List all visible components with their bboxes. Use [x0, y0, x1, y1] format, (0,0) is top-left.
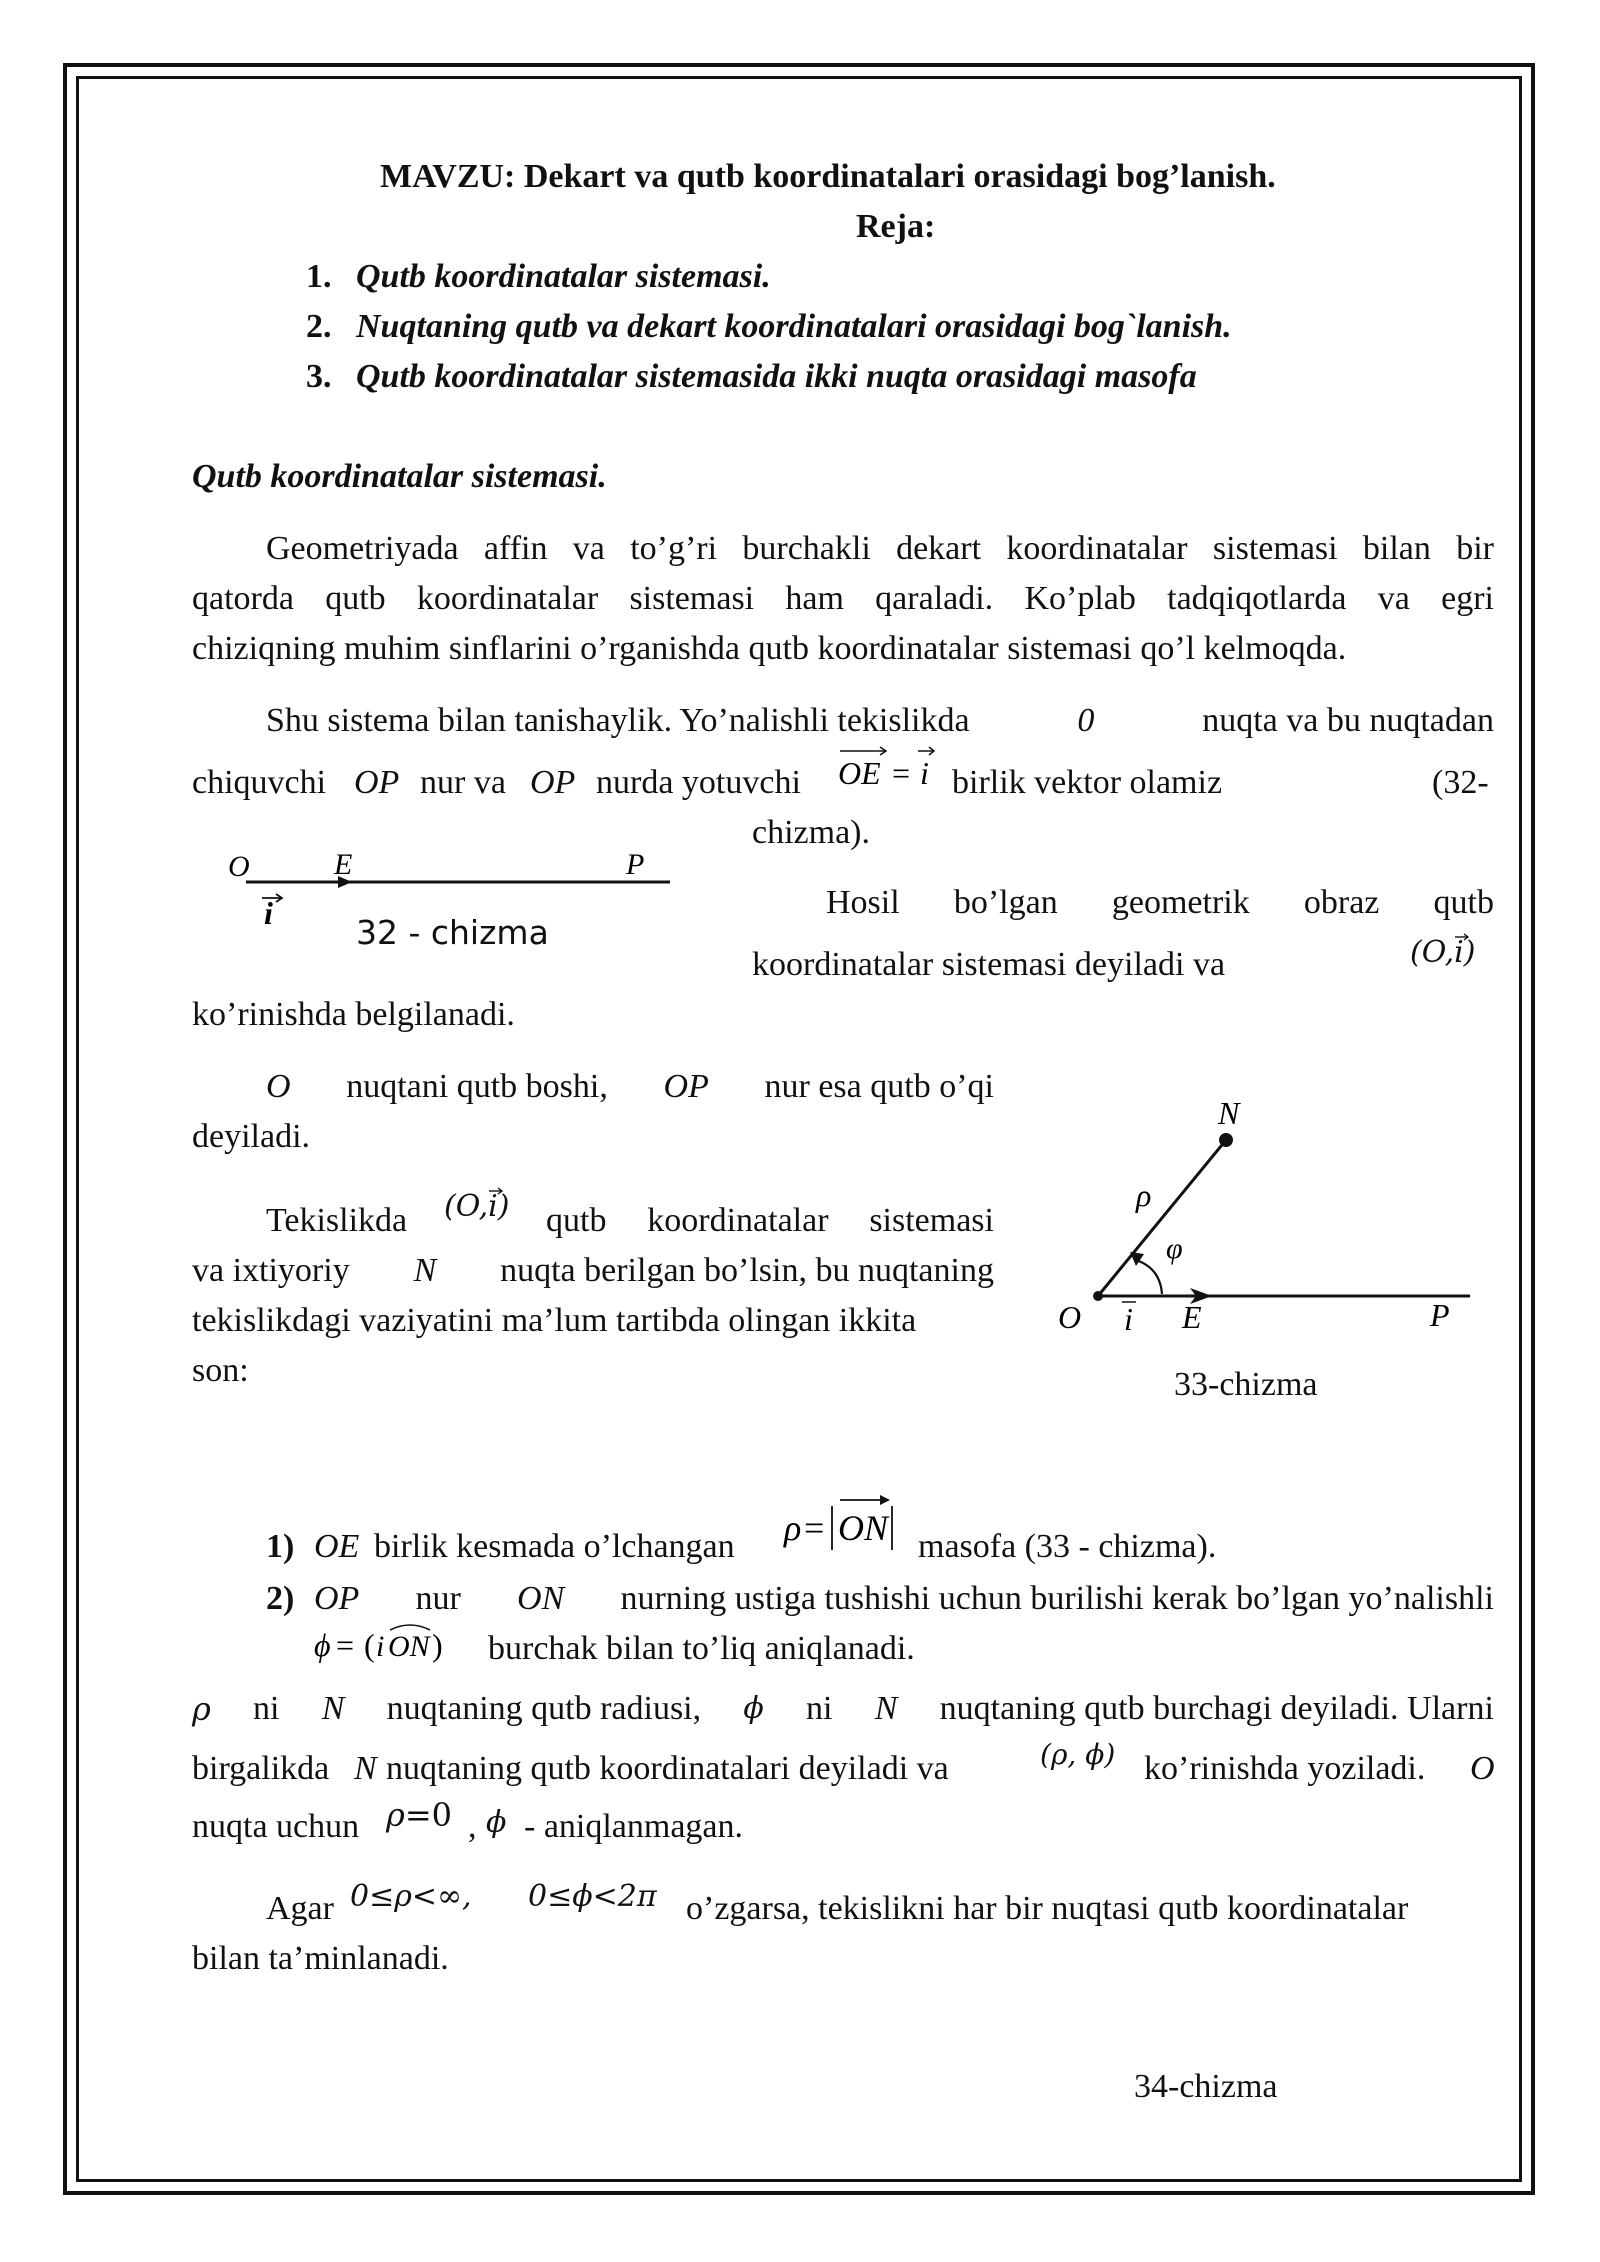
fig33-angle-arc [1136, 1260, 1162, 1294]
item2-text-nur: nur [415, 1580, 461, 1617]
page-title: MAVZU: Dekart va qutb koordinatalari orasidagi bog’lanish. [380, 158, 1276, 195]
formula-phi-range: 0≤ϕ<2π [528, 1879, 657, 1914]
fig33-label-rho: ρ [1136, 1177, 1152, 1213]
item1-oe: OE [314, 1528, 360, 1565]
para2-koordinatalar: koordinatalar sistemasi deyiladi va [752, 946, 1226, 983]
para5-text-ni-2: ni [806, 1690, 833, 1727]
formula-rho-eq: = [804, 1508, 825, 1548]
para1-line2: qatorda qutb koordinatalar sistemasi ham qaraladi. Ko’plab tadqiqotlarda va egri [192, 580, 1494, 617]
para2-hosil: Hosil bo’lgan geometrik obraz qutb [826, 884, 1494, 921]
para5-comma: , [468, 1808, 477, 1845]
formula-phi: ϕ [314, 1627, 331, 1663]
para5-n-2: N [874, 1690, 898, 1727]
para2-line1-text-c: nuqta va bu nuqtadan [1202, 702, 1494, 739]
item2-line1 [314, 1574, 1494, 1624]
fig32-label-e: E [334, 848, 353, 881]
para6-text-b: o’zgarsa, tekislikni har bir nuqtasi qutb koordinatalar [686, 1890, 1409, 1927]
para4-tekislikda: Tekislikda [266, 1202, 408, 1239]
para3-line1 [266, 1062, 994, 1112]
fig33-label-o: O [1058, 1299, 1082, 1335]
notation-i-vec: i [1454, 928, 1464, 978]
para1-line1: Geometriyada affin va to’g’ri burchakli dekart koordinatalar sistemasi bilan bir [266, 530, 1494, 567]
fig33-arc-arrowhead [1130, 1252, 1144, 1266]
para4-n: N [413, 1252, 437, 1289]
svg-text:i: i [376, 1630, 385, 1663]
para3-deyiladi: deyiladi. [192, 1118, 311, 1155]
notation-comma: , [1444, 935, 1455, 970]
notation-o-i-2: (O,i ) [444, 1189, 510, 1224]
para3-text-b: nuqtani qutb boshi, [346, 1068, 608, 1105]
para1-line3: chiziqning muhim sinflarini o’rganishda qutb koordinatalar sistemasi qo’l kelmoqda. [192, 630, 1347, 667]
item1-text-b: birlik kesmada o’lchangan [374, 1528, 735, 1565]
para3-text-d: nur esa qutb o’qi [764, 1068, 994, 1105]
para3-o: O [266, 1068, 291, 1105]
plan-heading: Reja: [856, 208, 936, 245]
para5-birgalikda: birgalikda [192, 1750, 330, 1787]
para5-n-1: N [321, 1690, 345, 1727]
figure-32-caption: 32 - chizma [356, 913, 549, 952]
fig33-point-n [1219, 1133, 1233, 1147]
formula-rho-eq-abs-on [782, 1488, 912, 1558]
fig32-label-o: O [228, 850, 250, 883]
notation-rp: ) [1463, 935, 1476, 970]
figure-34-caption: 34-chizma [1134, 2068, 1278, 2105]
formula-phi-eq-angle [312, 1618, 482, 1674]
para2-nur-va: nur va [420, 764, 506, 801]
fig33-label-p: P [1430, 1297, 1450, 1333]
fig33-label-e: E [1182, 1299, 1202, 1335]
item2-text-e: burchak bilan to’liq aniqlanadi. [488, 1630, 915, 1667]
notation-o: O [1421, 935, 1445, 970]
fig32-label-i: i [264, 895, 273, 931]
para5-phi: ϕ [743, 1691, 764, 1726]
plan-item-3: Qutb koordinatalar sistemasida ikki nuqta orasidagi masofa [356, 358, 1197, 395]
para5-text-d: nuqtaning qutb burchagi deyiladi. Ularni [939, 1690, 1494, 1727]
notation-o-i-1 [1410, 928, 1475, 978]
ray-op-2: OP [530, 764, 576, 801]
notation-lp: ( [1410, 935, 1422, 970]
item1-text-c: masofa (33 - chizma). [918, 1528, 1217, 1565]
figure-33 [1040, 1090, 1480, 1350]
para2-korinishda: ko’rinishda belgilanadi. [192, 996, 515, 1033]
formula-on: ON [838, 1508, 889, 1548]
point-zero: 0 [1077, 702, 1095, 739]
para2-chiquvchi: chiquvchi [192, 764, 327, 801]
ray-op-1: OP [354, 764, 400, 801]
fig33-label-i: i [1124, 1301, 1133, 1337]
plan-item-2: Nuqtaning qutb va dekart koordinatalari orasidagi bog`lanish. [356, 308, 1232, 345]
formula-i: i [920, 755, 929, 791]
fig33-label-phi: φ [1166, 1232, 1183, 1265]
para2-line1 [266, 696, 1494, 746]
para2-chizma: chizma). [752, 814, 870, 851]
para5-text-l2c: ko’rinishda yoziladi. [1144, 1750, 1426, 1787]
para2-ref-32: (32- [1432, 764, 1489, 801]
para5-aniqlanmagan: - aniqlanmagan. [524, 1808, 744, 1845]
para5-line1 [192, 1684, 1494, 1734]
para6-agar: Agar [266, 1890, 334, 1927]
para5-nuqta-uchun: nuqta uchun [192, 1808, 360, 1845]
para5-n-3: N [354, 1750, 377, 1787]
fig33-label-n: N [1218, 1095, 1240, 1131]
svg-text:): ) [432, 1627, 443, 1663]
para5-text-ni-1: ni [253, 1690, 280, 1727]
formula-rho-eq-zero: ρ=0 [386, 1796, 452, 1834]
item2-num: 2) [266, 1580, 295, 1617]
para3-op: OP [663, 1068, 709, 1105]
formula-oe: OE [838, 755, 881, 791]
plan-num-3: 3. [306, 358, 332, 395]
formula-rho-range: 0≤ρ<∞, [350, 1879, 472, 1914]
plan-num-2: 2. [306, 308, 332, 345]
para4-line1-b: qutb koordinatalar sistemasi [546, 1202, 994, 1239]
para5-o: O [1470, 1750, 1495, 1787]
plan-num-1: 1. [306, 258, 332, 295]
item2-on: ON [517, 1580, 565, 1617]
figure-33-caption: 33-chizma [1174, 1366, 1318, 1403]
notation-rho-phi: (ρ, ϕ) [1040, 1738, 1116, 1771]
item1-num: 1) [266, 1528, 295, 1565]
para6-text-c: bilan ta’minlanadi. [192, 1940, 449, 1977]
fig33-point-o [1093, 1291, 1103, 1301]
formula-eq: = [892, 755, 911, 791]
section-heading: Qutb koordinatalar sistemasi. [192, 458, 607, 495]
para5-text-b: nuqtaning qutb radiusi, [386, 1690, 702, 1727]
para4-line4: son: [192, 1352, 249, 1389]
item2-text-d: nurning ustiga tushishi uchun burilishi kerak bo’lgan yo’nalishli [620, 1580, 1494, 1617]
item2-op: OP [314, 1580, 360, 1617]
para5-text-l2b: nuqtaning qutb koordinatalari deyiladi va [386, 1750, 949, 1787]
para2-line1-text-a: Shu sistema bilan tanishaylik. Yo’nalishli tekislikda [266, 702, 970, 739]
fig32-label-p: P [626, 848, 645, 881]
svg-text:ON: ON [388, 1630, 430, 1663]
fig33-ray-on [1098, 1140, 1226, 1296]
para2-nurda-yotuvchi: nurda yotuvchi [596, 764, 801, 801]
para4-line3: tekislikdagi vaziyatini ma’lum tartibda olingan ikkita [192, 1302, 917, 1339]
formula-rho: ρ [784, 1508, 802, 1548]
para4-text-b: nuqta berilgan bo’lsin, bu nuqtaning [500, 1252, 994, 1289]
para4-line2 [192, 1246, 994, 1296]
para4-text-va: va ixtiyoriy [192, 1252, 350, 1289]
svg-text:(: ( [364, 1627, 375, 1663]
formula-oe-eq-i [836, 742, 946, 792]
para5-phi-2: ϕ [486, 1805, 507, 1840]
para5-rho: ρ [192, 1690, 211, 1728]
formula-phi-eq: = [336, 1627, 355, 1663]
para2-birlik-vektor: birlik vektor olamiz [952, 764, 1223, 801]
plan-item-1: Qutb koordinatalar sistemasi. [356, 258, 771, 295]
